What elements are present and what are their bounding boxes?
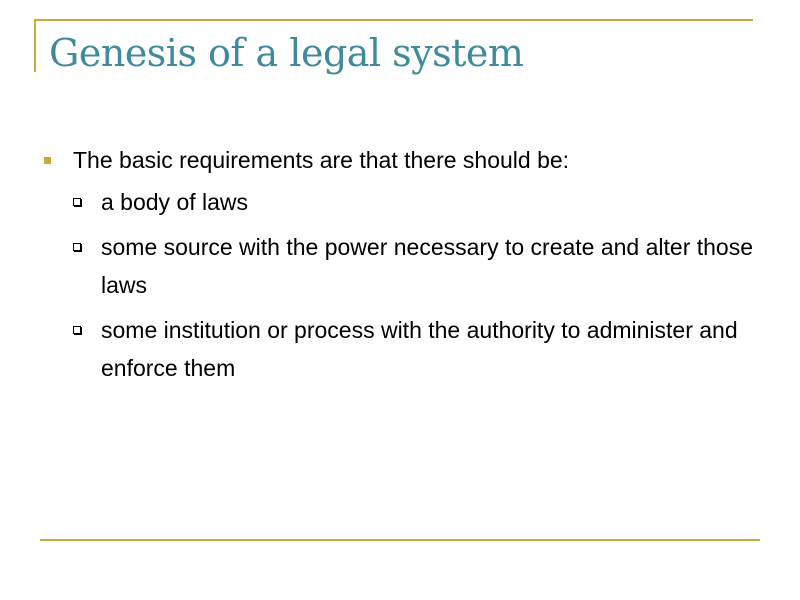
checkbox-bullet-icon (73, 326, 81, 334)
main-bullet-item (44, 145, 754, 175)
top-divider (34, 19, 753, 21)
sub-bullet-text: some institution or process with the authority to administer and enforce them (101, 317, 738, 381)
bottom-divider (40, 539, 760, 541)
sub-bullet-text: a body of laws (101, 189, 249, 215)
main-bullet-text: The basic requirements are that there should be: (73, 147, 570, 173)
checkbox-bullet-icon (73, 198, 81, 206)
sub-bullet-item (73, 183, 753, 221)
left-divider (34, 19, 36, 72)
square-bullet-icon (44, 157, 51, 164)
sub-bullet-item (73, 311, 753, 387)
sub-bullet-text: some source with the power necessary to create and alter those laws (101, 234, 754, 298)
slide-title: Genesis of a legal system (49, 31, 524, 75)
checkbox-bullet-icon (73, 243, 81, 251)
sub-bullet-item (73, 228, 753, 304)
